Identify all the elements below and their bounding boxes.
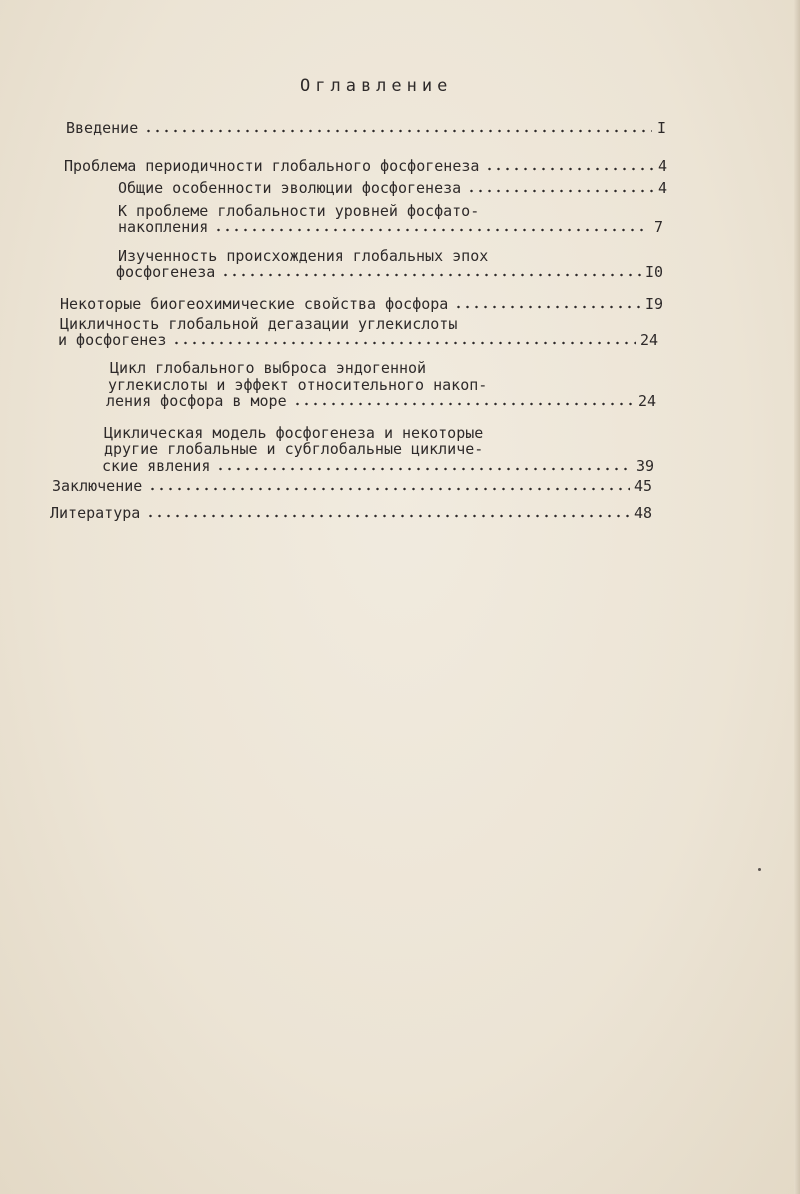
toc-entry-page: 7 <box>653 218 663 236</box>
toc-entry-text: К проблеме глобальности уровней фосфато- <box>118 202 480 220</box>
toc-entry-continued <box>116 264 663 280</box>
leader-dots <box>485 162 653 172</box>
toc-entry-page: I0 <box>644 263 663 281</box>
toc-entry <box>64 158 667 174</box>
toc-title: Оглавление <box>300 76 453 96</box>
toc-entry-text: Общие особенности эволюции фосфогенеза <box>118 179 462 197</box>
leader-dots <box>172 336 636 346</box>
toc-entry-text: Заключение <box>52 477 143 495</box>
toc-entry-continued <box>108 377 656 393</box>
toc-entry-text: ления фосфора в море <box>106 392 287 410</box>
leader-dots <box>467 184 653 194</box>
leader-dots <box>146 509 630 519</box>
page-speck <box>758 868 761 871</box>
toc-entry-text: Проблема периодичности глобального фосфогенеза <box>64 157 480 175</box>
toc-entry <box>52 478 652 494</box>
toc-entry-page: 24 <box>639 331 658 349</box>
leader-dots <box>454 300 641 310</box>
toc-entry-text: Цикличность глобальной дегазации углекислоты <box>60 315 458 333</box>
toc-entry-continued <box>102 458 654 474</box>
toc-entry <box>118 203 667 219</box>
leader-dots <box>144 124 652 134</box>
toc-entry-text: Изученность происхождения глобальных эпох <box>118 247 489 265</box>
toc-entry-page: 48 <box>633 504 652 522</box>
toc-entry-text: ские явления <box>102 457 211 475</box>
toc-entry-text: другие глобальные и субглобальные цикличе- <box>104 440 484 458</box>
toc-entry <box>118 248 667 264</box>
toc-entry-text: Циклическая модель фосфогенеза и некоторые <box>104 424 484 442</box>
toc-entry <box>60 296 663 312</box>
leader-dots <box>221 268 641 278</box>
toc-entry <box>118 180 667 196</box>
toc-entry-page: 39 <box>635 457 654 475</box>
toc-entry <box>110 360 655 376</box>
toc-entry-continued <box>118 219 663 235</box>
toc-entry-continued <box>58 332 658 348</box>
toc-entry-page: I <box>656 119 666 137</box>
page-edge <box>794 0 800 1194</box>
toc-entry <box>66 120 666 136</box>
toc-entry-text: Введение <box>66 119 139 137</box>
leader-dots <box>216 462 632 472</box>
toc-entry-text: Некоторые биогеохимические свойства фосфора <box>60 295 449 313</box>
toc-entry-continued <box>106 393 656 409</box>
toc-entry-text: углекислоты и эффект относительного накоп- <box>108 376 488 394</box>
toc-entry-text: Литература <box>50 504 141 522</box>
toc-entry <box>60 316 660 332</box>
toc-entry <box>50 505 652 521</box>
toc-entry-page: 24 <box>637 392 656 410</box>
toc-entry-page: 45 <box>633 477 652 495</box>
toc-entry-page: 4 <box>657 157 667 175</box>
leader-dots <box>293 397 634 407</box>
toc-entry-text: и фосфогенез <box>58 331 167 349</box>
toc-entry-page: 4 <box>657 179 667 197</box>
toc-entry-text: Цикл глобального выброса эндогенной <box>110 359 427 377</box>
leader-dots <box>148 482 630 492</box>
toc-entry-page: I9 <box>644 295 663 313</box>
toc-entry <box>104 425 656 441</box>
toc-entry-text: накопления <box>118 218 209 236</box>
toc-entry-text: фосфогенеза <box>116 263 216 281</box>
toc-entry-continued <box>104 441 656 457</box>
leader-dots <box>214 223 649 233</box>
